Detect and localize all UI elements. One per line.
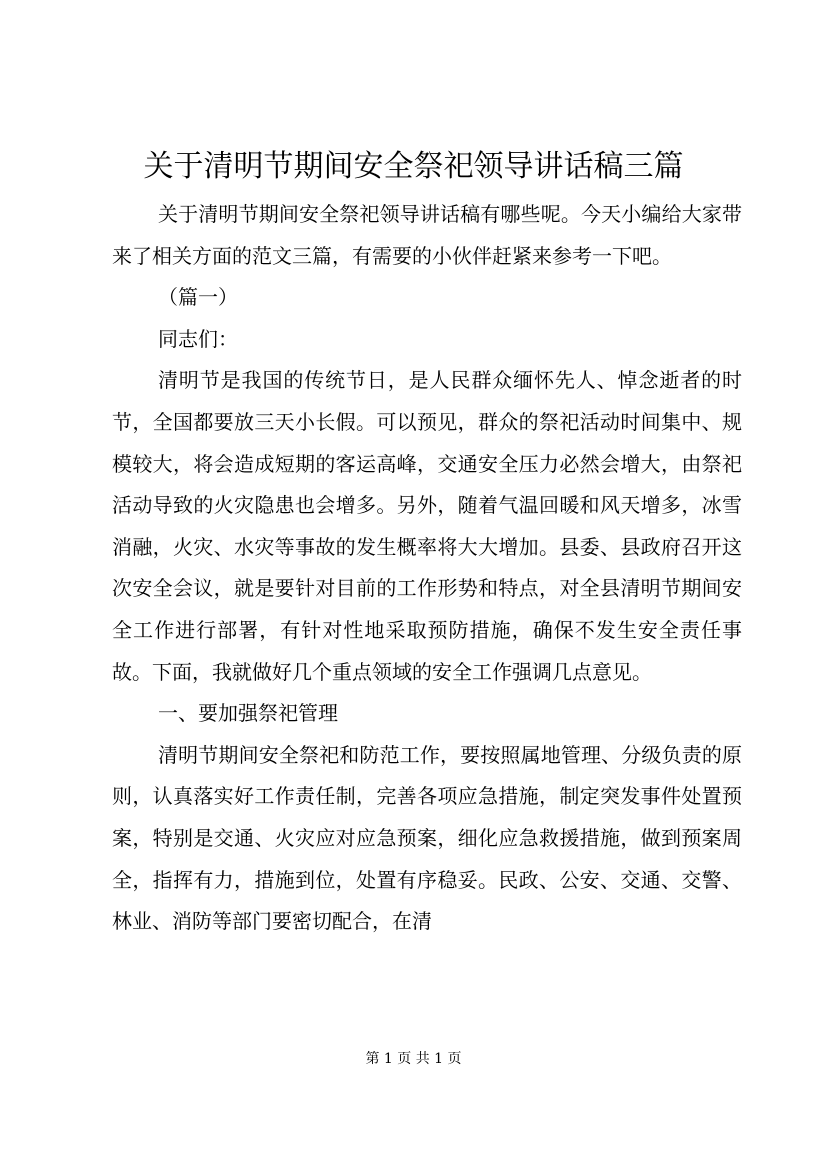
section-label: （篇一） bbox=[158, 285, 238, 310]
salutation: 同志们： bbox=[158, 326, 238, 351]
document-title: 关于清明节期间安全祭祀领导讲话稿三篇 bbox=[143, 149, 684, 184]
page-footer: 第 1 页 共 1 页 bbox=[365, 1051, 462, 1067]
section-heading: 一、要加强祭祀管理 bbox=[158, 701, 338, 726]
document-body bbox=[112, 194, 742, 943]
body-paragraph: 清明节是我国的传统节日，是人民群众缅怀先人、悼念逝者的时节，全国都要放三天小长假。可以预见，群众的祭祀活动时间集中、规模较大，将会造成短期的客运高峰，交通安全压力必然会增大，由祭祀活动导致的火灾隐患也会增多。另外，随着气温回暖和风天增多，冰雪消融，火灾、水灾等事故的发生概率将大大增加。县委、县政府召开这次安全会议，就是要针对目前的工作形势和特点，对全县清明节期间安全工作进行部署，有针对性地采取预防措施，确保不发生安全责任事故。下面，我就做好几个重点领域的安全工作强调几点意见。 bbox=[112, 368, 742, 684]
body-paragraph: 清明节期间安全祭祀和防范工作，要按照属地管理、分级负责的原则，认真落实好工作责任制，完善各项应急措施，制定突发事件处置预案，特别是交通、火灾应对应急预案，细化应急救援措施，做到预案周全，指挥有力，措施到位，处置有序稳妥。民政、公安、交通、交警、林业、消防等部门要密切配合，在清 bbox=[112, 742, 742, 934]
intro-paragraph: 关于清明节期间安全祭祀领导讲话稿有哪些呢。今天小编给大家带来了相关方面的范文三篇，有需要的小伙伴赶紧来参考一下吧。 bbox=[112, 202, 742, 268]
